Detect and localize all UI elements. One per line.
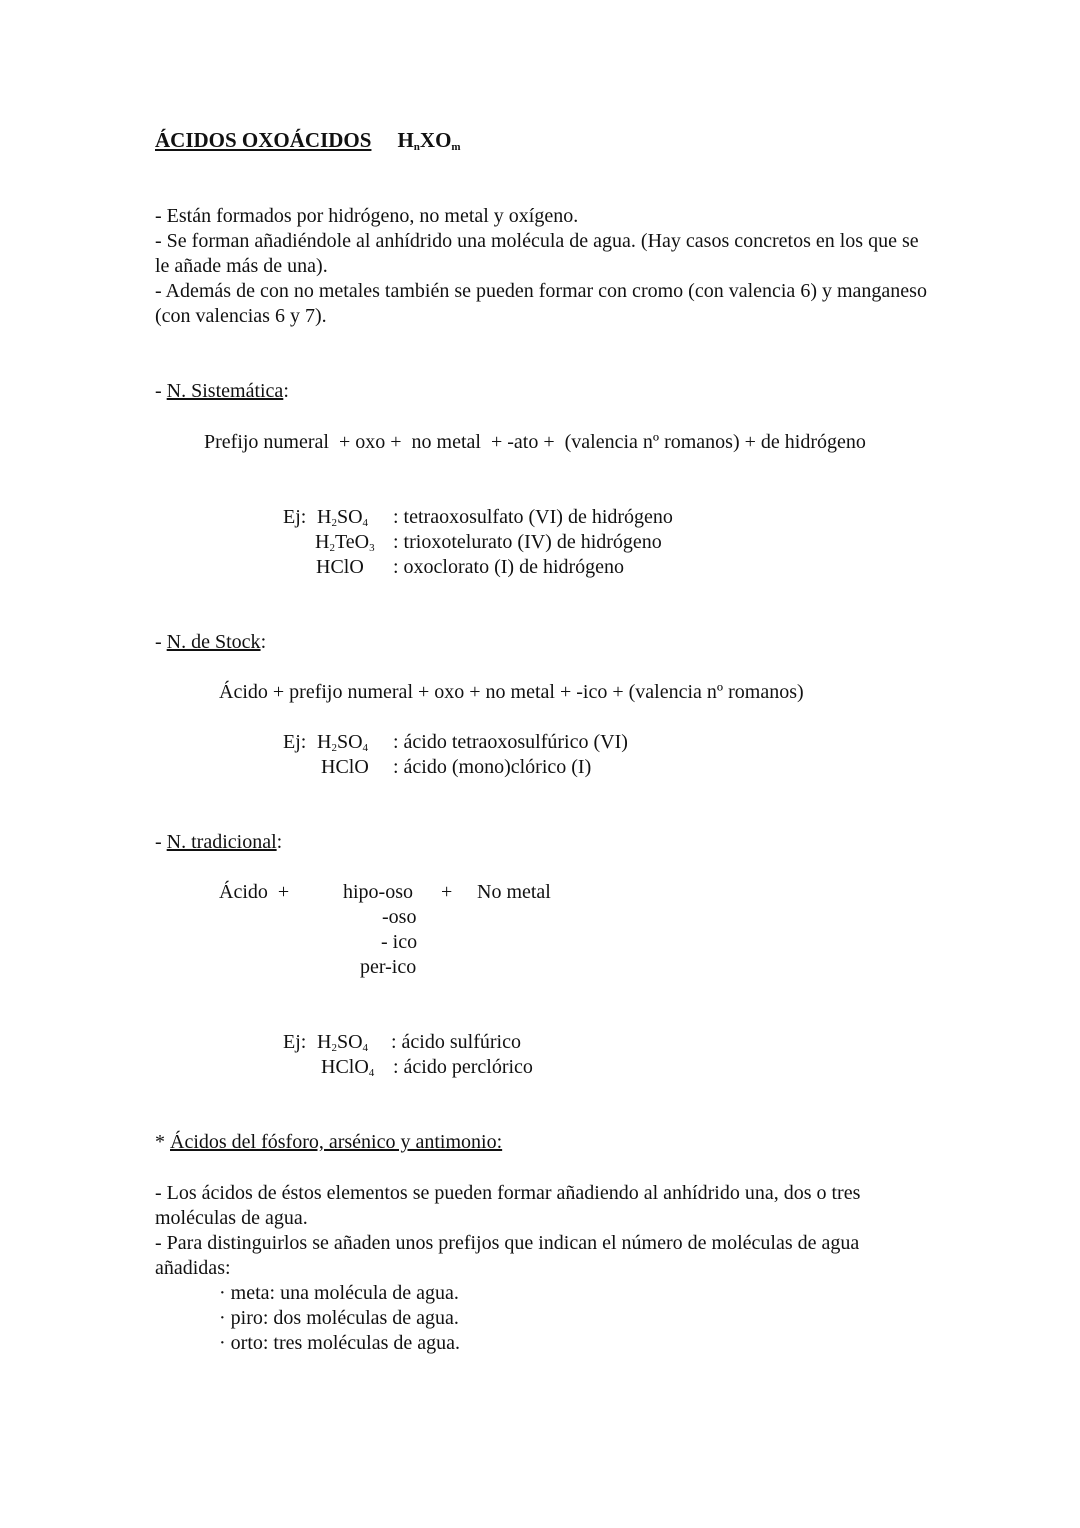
desc-hclo4-trad: : ácido perclórico <box>393 1056 533 1078</box>
examples-stock <box>0 730 1080 785</box>
bullet-orto: · orto: tres moléculas de agua. <box>219 1332 461 1354</box>
intro-line-2: - Se forman añadiéndole al anhídrido una molécula de agua. (Hay casos concretos en los que se le añade más de una). <box>155 230 919 277</box>
formula-n: n <box>413 141 420 153</box>
section-heading-stock: - N. de Stock: <box>155 631 267 653</box>
prefix-hipo-oso: hipo-oso <box>343 881 413 903</box>
desc-h2so4: : tetraoxosulfato (VI) de hidrógeno <box>393 506 673 528</box>
fosforo-para-1: - Los ácidos de éstos elementos se pueden formar añadiendo al anhídrido una, dos o tres moléculas de agua. <box>155 1182 861 1229</box>
bullet-piro: · piro: dos moléculas de agua. <box>219 1307 459 1329</box>
formula-h2so4-stock: $H_2SO_4$ <box>317 731 369 754</box>
ej-label-tradicional: Ej: <box>283 1031 307 1053</box>
rule-stock: Ácido + prefijo numeral + oxo + no metal + -ico + (valencia nº romanos) <box>219 681 804 703</box>
formula-m: m <box>451 141 461 153</box>
formula-hclo4-trad: HClO$_4$ <box>321 1056 375 1079</box>
page-title <box>155 128 461 153</box>
intro-line-3: - Además de con no metales también se pueden formar con cromo (con valencia 6) y manganeso (con valencias 6 y 7). <box>155 280 927 327</box>
title-main: ÁCIDOS OXOÁCIDOS <box>155 128 372 152</box>
fosforo-para-2: - Para distinguirlos se añaden unos prefijos que indican el número de moléculas de agua añadidas: <box>155 1232 860 1279</box>
tradicional-plus: + <box>441 881 453 903</box>
formula-hclo-stock: HClO <box>321 756 369 778</box>
heading-fosforo: Ácidos del fósforo, arsénico y antimonio: <box>170 1131 503 1153</box>
desc-hclo-stock: : ácido (mono)clórico (I) <box>393 756 592 778</box>
rule-sistematica: Prefijo numeral + oxo + no metal + -ato + (valencia nº romanos) + de hidrógeno <box>204 431 866 453</box>
tradicional-nometal: No metal <box>477 881 551 903</box>
desc-h2so4-stock: : ácido tetraoxosulfúrico (VI) <box>393 731 628 753</box>
section-heading-sistematica: - N. Sistemática: <box>155 380 289 402</box>
bullet-meta: · meta: una molécula de agua. <box>219 1282 459 1304</box>
formula-h2so4: $H_2SO_4$ <box>317 506 369 529</box>
prefix-per-ico: per-ico <box>360 956 417 978</box>
heading-stock: N. de Stock <box>166 631 261 653</box>
formula-h: H <box>397 128 414 152</box>
heading-tradicional: N. tradicional <box>166 831 277 853</box>
title-formula <box>397 128 460 152</box>
examples-tradicional <box>0 1030 1080 1085</box>
tradicional-acido: Ácido + <box>219 881 290 903</box>
formula-h2teo3: $H_2TeO_3$ <box>315 531 375 554</box>
desc-hclo: : oxoclorato (I) de hidrógeno <box>393 556 625 578</box>
section-heading-fosforo: * Ácidos del fósforo, arsénico y antimonio: <box>155 1131 503 1153</box>
formula-h2so4-trad: $H_2SO_4$ <box>317 1031 369 1054</box>
prefix-oso: -oso <box>382 906 417 928</box>
ej-label-sistematica: Ej: <box>283 506 307 528</box>
desc-h2so4-trad: : ácido sulfúrico <box>391 1031 521 1053</box>
prefix-ico: - ico <box>381 931 418 953</box>
examples-sistematica <box>0 505 1080 585</box>
intro-line-1: - Están formados por hidrógeno, no metal y oxígeno. <box>155 205 579 227</box>
formula-xo: XO <box>419 128 452 152</box>
ej-label-stock: Ej: <box>283 731 307 753</box>
desc-h2teo3: : trioxotelurato (IV) de hidrógeno <box>393 531 662 553</box>
section-heading-tradicional: - N. tradicional: <box>155 831 283 853</box>
formula-hclo: HClO <box>316 556 364 578</box>
heading-sistematica: N. Sistemática <box>166 380 284 402</box>
